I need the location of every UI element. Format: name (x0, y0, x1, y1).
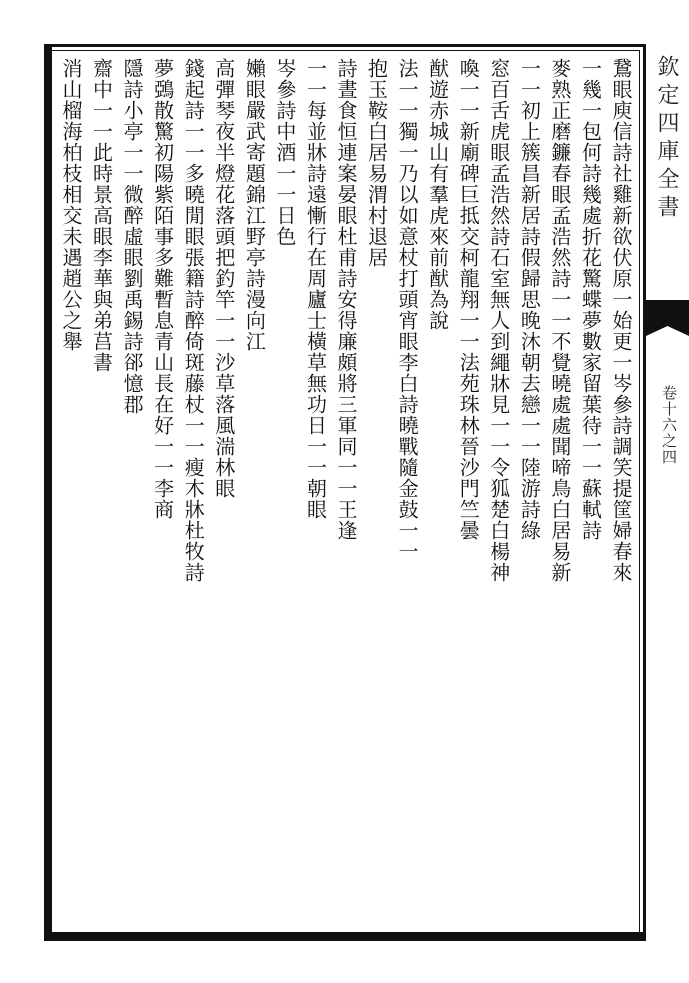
text-column-7: 猷遊赤城山有羣虎來前猷為說 (425, 58, 450, 331)
margin-juan-number: 卷十六之四 (660, 385, 678, 465)
text-column-13: 嬾眼嚴武寄題錦江野亭詩漫向江 (242, 58, 267, 352)
fish-tail-notch (646, 326, 689, 336)
text-column-14: 高彈琴夜半燈花落頭把釣竿一一沙草落風湍林眼 (211, 58, 236, 499)
text-column-3: 麥熟正磨鐮春眼孟浩然詩一一不覺曉處處聞啼鳥白居易新 (547, 58, 572, 583)
text-column-11: 一一每並牀詩遠慚行在周廬士橫草無功日一一朝眼 (303, 58, 328, 520)
text-column-9: 抱玉鞍白居易渭村退居 (364, 58, 389, 268)
text-column-17: 隱詩小亭一一微醉虛眼劉禹錫詩郤憶郡 (120, 58, 145, 415)
banxin-rule (644, 44, 646, 941)
text-column-19: 消山榴海柏枝相交未遇趙公之舉 (59, 58, 83, 352)
text-column-2: 一幾一包何詩幾處折花驚蝶夢數家留葉待一一蘇軾詩 (578, 58, 603, 541)
text-column-12: 岑參詩中酒一一日色 (272, 58, 297, 247)
fish-tail-mark (646, 300, 689, 326)
text-column-4: 一一初上簇昌新居詩假歸思晚沐朝去戀一一陸游詩綠 (517, 58, 542, 541)
text-column-15: 錢起詩一一多曉閒眼張籍詩醉倚斑藤杖一一瘦木牀杜牧詩 (181, 58, 206, 583)
margin-book-title: 欽定四庫全書 (654, 55, 679, 223)
bottom-border-bar (44, 932, 646, 940)
text-column-10: 詩晝食恒連案晏眼杜甫詩安得廉頗將三軍同一一王逢 (334, 58, 358, 541)
text-column-1: 鵞眼庾信詩社雞新欲伏原一始更一岑參詩調笑提筐婦春來 (609, 58, 633, 583)
text-column-16: 夢鵶散驚初陽紫陌事多難暫息青山長在好一一李商 (150, 58, 175, 520)
text-column-5: 窓百舌虎眼孟浩然詩石室無人到繩牀見一一令狐楚白楊神 (486, 58, 511, 583)
text-column-6: 喚一一新廟碑巨抵交柯龍翔一一法苑珠林晉沙門竺曇 (456, 58, 481, 541)
text-column-8: 法一一獨一乃以如意杖打頭宵眼李白詩曉戰隨金鼓一一 (395, 58, 420, 562)
text-column-18: 齋中一一此時景高眼李華與弟莒書 (89, 58, 114, 373)
left-border-bar (44, 44, 52, 940)
